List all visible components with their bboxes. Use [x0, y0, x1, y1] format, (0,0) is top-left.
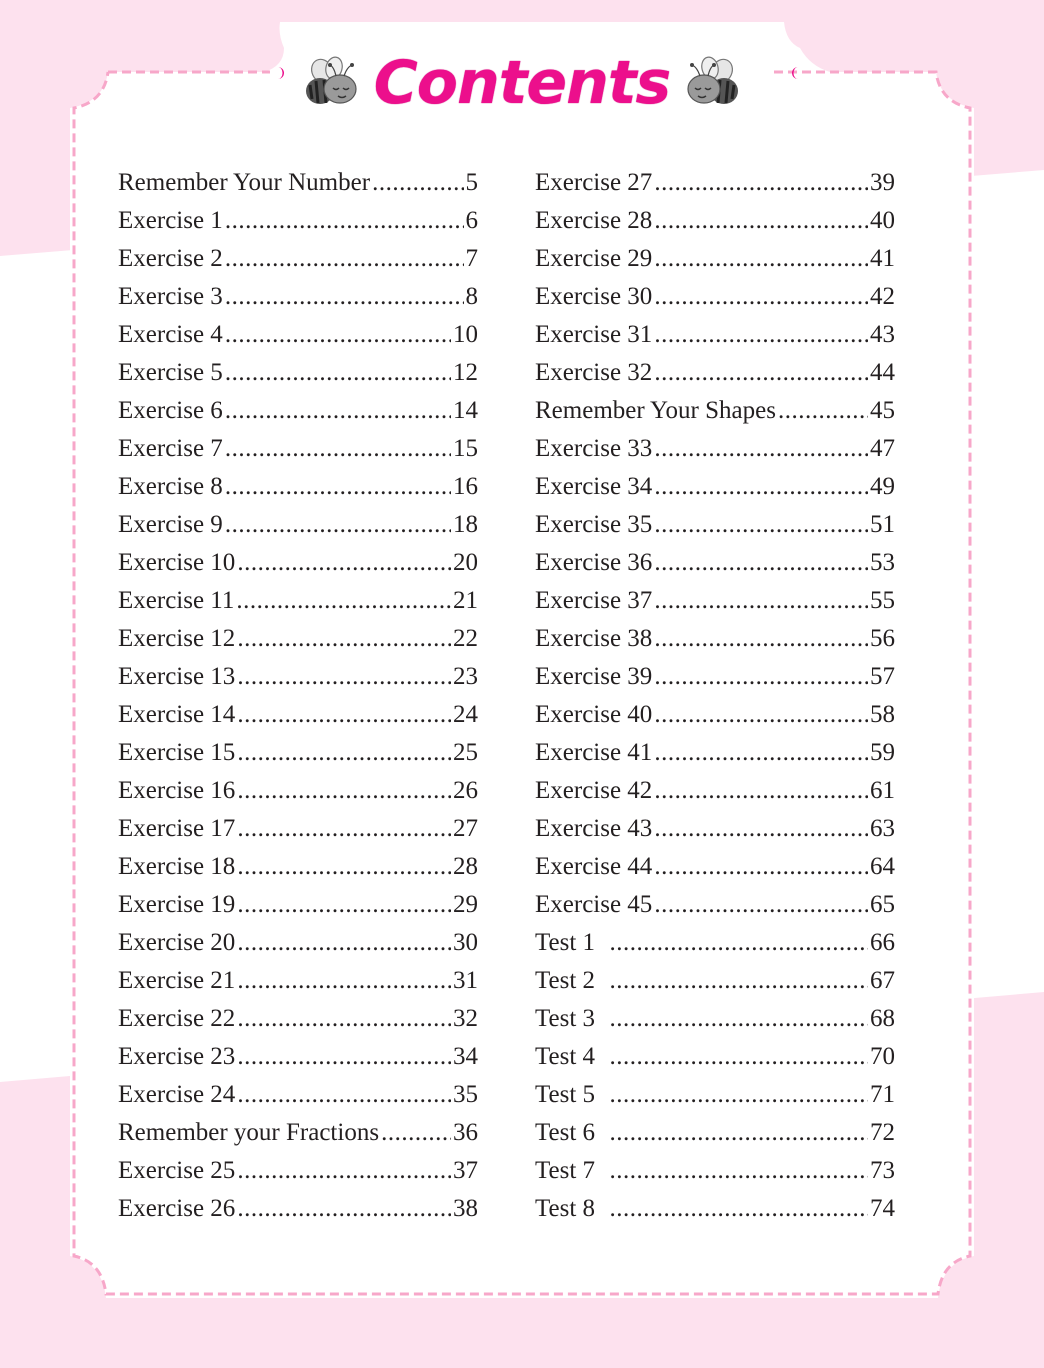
dot-leader — [225, 430, 451, 468]
dot-leader — [610, 1190, 868, 1228]
toc-entry-page: 6 — [465, 207, 478, 234]
toc-entry-page: 35 — [453, 1081, 478, 1108]
toc-entry-label: Exercise 9 — [118, 511, 223, 538]
toc-entry[interactable] — [118, 278, 478, 316]
dot-leader — [225, 354, 451, 392]
dot-leader — [654, 202, 868, 240]
dot-leader — [654, 582, 868, 620]
toc-entry-label: Test 6 — [535, 1119, 608, 1146]
toc-entry-page: 29 — [453, 891, 478, 918]
toc-entry-page: 38 — [453, 1195, 478, 1222]
dot-leader — [654, 810, 868, 848]
toc-entry[interactable] — [118, 658, 478, 696]
dot-leader — [225, 468, 451, 506]
toc-entry-label: Exercise 44 — [535, 853, 653, 880]
toc-entry[interactable] — [118, 772, 478, 810]
toc-entry-label: Exercise 23 — [118, 1043, 236, 1070]
toc-entry[interactable] — [118, 506, 478, 544]
toc-entry-page: 70 — [870, 1043, 895, 1070]
toc-entry-page: 55 — [870, 587, 895, 614]
toc-entry[interactable] — [535, 316, 895, 354]
dot-leader — [610, 1152, 868, 1190]
toc-entry-label: Exercise 42 — [535, 777, 653, 804]
dot-leader — [237, 658, 451, 696]
toc-entry-label: Test 3 — [535, 1005, 608, 1032]
toc-entry[interactable] — [535, 772, 895, 810]
dot-leader — [610, 1038, 868, 1076]
toc-entry[interactable] — [118, 734, 478, 772]
toc-entry-page: 59 — [870, 739, 895, 766]
toc-entry-page: 31 — [453, 967, 478, 994]
dot-leader — [654, 772, 868, 810]
toc-entry[interactable] — [535, 1076, 895, 1114]
toc-entry-label: Exercise 30 — [535, 283, 653, 310]
toc-entry-page: 39 — [870, 169, 895, 196]
dot-leader — [381, 1114, 451, 1152]
toc-entry[interactable] — [118, 316, 478, 354]
toc-entry-page: 8 — [465, 283, 478, 310]
toc-entry-label: Exercise 2 — [118, 245, 223, 272]
toc-entry-label: Exercise 16 — [118, 777, 236, 804]
dot-leader — [610, 1076, 868, 1114]
toc-entry-label: Exercise 21 — [118, 967, 236, 994]
toc-entry-label: Test 4 — [535, 1043, 608, 1070]
toc-entry[interactable] — [118, 696, 478, 734]
toc-entry-label: Exercise 32 — [535, 359, 653, 386]
dot-leader — [237, 544, 451, 582]
toc-entry[interactable] — [118, 392, 478, 430]
toc-entry-label: Exercise 36 — [535, 549, 653, 576]
dot-leader — [610, 962, 868, 1000]
dot-leader — [237, 962, 451, 1000]
title-bar — [0, 38, 1044, 128]
toc-entry-page: 26 — [453, 777, 478, 804]
dot-leader — [654, 240, 868, 278]
toc-entry[interactable] — [535, 848, 895, 886]
toc-entry[interactable] — [118, 886, 478, 924]
toc-entry-label: Test 2 — [535, 967, 608, 994]
toc-entry-label: Remember Your Shapes — [535, 397, 776, 424]
dot-leader — [237, 1152, 451, 1190]
toc-entry-page: 65 — [870, 891, 895, 918]
toc-entry-page: 44 — [870, 359, 895, 386]
toc-entry-page: 66 — [870, 929, 895, 956]
toc-entry-label: Exercise 28 — [535, 207, 653, 234]
toc-entry-label: Exercise 8 — [118, 473, 223, 500]
toc-entry-label: Test 1 — [535, 929, 608, 956]
toc-entry[interactable] — [535, 544, 895, 582]
toc-entry-label: Exercise 11 — [118, 587, 235, 614]
dot-leader — [654, 278, 868, 316]
toc-entry[interactable] — [535, 962, 895, 1000]
dot-leader — [237, 1000, 451, 1038]
toc-entry[interactable] — [535, 1152, 895, 1190]
toc-entry[interactable] — [535, 734, 895, 772]
toc-entry-label: Exercise 33 — [535, 435, 653, 462]
toc-entry-page: 49 — [870, 473, 895, 500]
toc-entry-label: Remember Your Number — [118, 169, 371, 196]
toc-column-right — [535, 164, 895, 1228]
dot-leader — [237, 924, 451, 962]
toc-entry[interactable] — [118, 582, 478, 620]
toc-entry-label: Exercise 7 — [118, 435, 223, 462]
toc-entry-page: 47 — [870, 435, 895, 462]
toc-entry-page: 64 — [870, 853, 895, 880]
dot-leader — [237, 734, 451, 772]
toc-entry[interactable] — [118, 164, 478, 202]
dot-leader — [237, 1076, 451, 1114]
dot-leader — [654, 658, 868, 696]
toc-entry-page: 40 — [870, 207, 895, 234]
toc-entry[interactable] — [535, 430, 895, 468]
toc-entry-label: Exercise 22 — [118, 1005, 236, 1032]
toc-entry-page: 5 — [465, 169, 478, 196]
toc-entry-label: Exercise 10 — [118, 549, 236, 576]
toc-entry-label: Test 5 — [535, 1081, 608, 1108]
toc-entry-page: 73 — [870, 1157, 895, 1184]
toc-entry[interactable] — [118, 1000, 478, 1038]
toc-entry-page: 10 — [453, 321, 478, 348]
toc-entry-page: 25 — [453, 739, 478, 766]
toc-entry[interactable] — [118, 430, 478, 468]
toc-entry-label: Test 8 — [535, 1195, 608, 1222]
toc-entry-page: 30 — [453, 929, 478, 956]
dot-leader — [237, 886, 451, 924]
toc-entry-label: Exercise 38 — [535, 625, 653, 652]
toc-entry-page: 37 — [453, 1157, 478, 1184]
toc-entry-page: 34 — [453, 1043, 478, 1070]
toc-entry[interactable] — [118, 848, 478, 886]
toc-entry[interactable] — [535, 1038, 895, 1076]
toc-entry[interactable] — [118, 202, 478, 240]
toc-entry-page: 68 — [870, 1005, 895, 1032]
toc-entry-page: 7 — [465, 245, 478, 272]
toc-entry[interactable] — [535, 392, 895, 430]
toc-entry-label: Exercise 39 — [535, 663, 653, 690]
toc-entry-page: 53 — [870, 549, 895, 576]
dot-leader — [654, 430, 868, 468]
toc-entry[interactable] — [535, 886, 895, 924]
dot-leader — [225, 506, 451, 544]
dot-leader — [225, 202, 464, 240]
toc-entry-label: Exercise 5 — [118, 359, 223, 386]
dot-leader — [654, 696, 868, 734]
toc-entry-page: 56 — [870, 625, 895, 652]
toc-entry-label: Exercise 40 — [535, 701, 653, 728]
toc-entry[interactable] — [535, 1000, 895, 1038]
dot-leader — [237, 848, 451, 886]
toc-entry-page: 36 — [453, 1119, 478, 1146]
toc-entry-label: Exercise 27 — [535, 169, 653, 196]
toc-column-left — [118, 164, 478, 1228]
toc-entry[interactable] — [118, 962, 478, 1000]
toc-entry-page: 21 — [453, 587, 478, 614]
toc-entry[interactable] — [535, 1114, 895, 1152]
dot-leader — [237, 772, 451, 810]
toc-entry[interactable] — [535, 506, 895, 544]
toc-entry-label: Exercise 35 — [535, 511, 653, 538]
toc-entry[interactable] — [118, 544, 478, 582]
dot-leader — [372, 164, 463, 202]
toc-entry-page: 74 — [870, 1195, 895, 1222]
toc-entry-label: Exercise 3 — [118, 283, 223, 310]
toc-entry[interactable] — [535, 202, 895, 240]
toc-entry-label: Exercise 43 — [535, 815, 653, 842]
toc-entry-label: Exercise 34 — [535, 473, 653, 500]
dot-leader — [237, 1038, 451, 1076]
dot-leader — [654, 316, 868, 354]
toc-entry[interactable] — [535, 696, 895, 734]
toc-entry[interactable] — [535, 354, 895, 392]
dot-leader — [225, 392, 451, 430]
dot-leader — [237, 696, 451, 734]
bee-icon — [682, 55, 744, 111]
toc-entry-page: 67 — [870, 967, 895, 994]
toc-entry-label: Exercise 15 — [118, 739, 236, 766]
toc-entry-label: Exercise 14 — [118, 701, 236, 728]
dot-leader — [237, 620, 451, 658]
dot-leader — [610, 1000, 868, 1038]
toc-entry-page: 24 — [453, 701, 478, 728]
toc-entry-page: 16 — [453, 473, 478, 500]
dot-leader — [225, 278, 464, 316]
toc-entry[interactable] — [118, 1190, 478, 1228]
toc-entry[interactable] — [118, 810, 478, 848]
toc-entry[interactable] — [535, 924, 895, 962]
dot-leader — [225, 316, 451, 354]
toc-entry-page: 23 — [453, 663, 478, 690]
toc-entry-label: Exercise 1 — [118, 207, 223, 234]
toc-entry[interactable] — [118, 240, 478, 278]
toc-entry-page: 27 — [453, 815, 478, 842]
toc-entry-page: 15 — [453, 435, 478, 462]
toc-entry-page: 43 — [870, 321, 895, 348]
toc-entry-label: Exercise 26 — [118, 1195, 236, 1222]
toc-entry-label: Exercise 29 — [535, 245, 653, 272]
dot-leader — [225, 240, 464, 278]
dot-leader — [654, 354, 868, 392]
toc-entry-label: Exercise 13 — [118, 663, 236, 690]
dot-leader — [610, 1114, 868, 1152]
toc-entry[interactable] — [118, 620, 478, 658]
toc-entry-label: Remember your Fractions — [118, 1119, 380, 1146]
dot-leader — [654, 506, 868, 544]
toc-entry-label: Test 7 — [535, 1157, 608, 1184]
toc-entry-page: 41 — [870, 245, 895, 272]
dot-leader — [654, 164, 868, 202]
toc-entry[interactable] — [535, 468, 895, 506]
toc-entry-label: Exercise 17 — [118, 815, 236, 842]
toc-entry-page: 14 — [453, 397, 478, 424]
toc-entry-label: Exercise 41 — [535, 739, 653, 766]
toc-entry-label: Exercise 45 — [535, 891, 653, 918]
toc-entry-label: Exercise 31 — [535, 321, 653, 348]
table-of-contents — [118, 164, 898, 1228]
toc-entry-page: 63 — [870, 815, 895, 842]
toc-entry-page: 12 — [453, 359, 478, 386]
toc-entry[interactable] — [118, 468, 478, 506]
toc-entry-page: 45 — [870, 397, 895, 424]
dot-leader — [778, 392, 868, 430]
toc-entry-label: Exercise 12 — [118, 625, 236, 652]
toc-entry-page: 20 — [453, 549, 478, 576]
page-title: Contents — [373, 48, 671, 118]
dot-leader — [654, 734, 868, 772]
toc-entry-page: 18 — [453, 511, 478, 538]
toc-entry-page: 51 — [870, 511, 895, 538]
toc-entry-page: 71 — [870, 1081, 895, 1108]
dot-leader — [236, 582, 451, 620]
toc-entry[interactable] — [535, 164, 895, 202]
toc-entry-page: 42 — [870, 283, 895, 310]
toc-entry[interactable] — [118, 1038, 478, 1076]
toc-entry[interactable] — [535, 582, 895, 620]
dot-leader — [237, 810, 451, 848]
toc-entry-page: 32 — [453, 1005, 478, 1032]
toc-entry[interactable] — [535, 620, 895, 658]
toc-entry[interactable] — [118, 1114, 478, 1152]
toc-entry-page: 61 — [870, 777, 895, 804]
toc-entry-label: Exercise 20 — [118, 929, 236, 956]
toc-entry-label: Exercise 18 — [118, 853, 236, 880]
dot-leader — [654, 544, 868, 582]
toc-entry[interactable] — [535, 810, 895, 848]
toc-entry-label: Exercise 37 — [535, 587, 653, 614]
toc-entry-label: Exercise 19 — [118, 891, 236, 918]
toc-entry[interactable] — [535, 240, 895, 278]
toc-entry[interactable] — [118, 354, 478, 392]
dot-leader — [654, 620, 868, 658]
toc-entry-page: 22 — [453, 625, 478, 652]
toc-entry[interactable] — [535, 658, 895, 696]
dot-leader — [654, 848, 868, 886]
toc-entry-label: Exercise 25 — [118, 1157, 236, 1184]
dot-leader — [654, 468, 868, 506]
toc-entry-label: Exercise 6 — [118, 397, 223, 424]
toc-entry[interactable] — [118, 924, 478, 962]
dot-leader — [237, 1190, 451, 1228]
bee-icon — [300, 55, 362, 111]
toc-entry[interactable] — [535, 1190, 895, 1228]
dot-leader — [610, 924, 868, 962]
toc-entry-label: Exercise 4 — [118, 321, 223, 348]
toc-entry-page: 28 — [453, 853, 478, 880]
toc-entry[interactable] — [535, 278, 895, 316]
toc-entry-page: 57 — [870, 663, 895, 690]
toc-entry[interactable] — [118, 1076, 478, 1114]
toc-entry[interactable] — [118, 1152, 478, 1190]
toc-entry-page: 58 — [870, 701, 895, 728]
toc-entry-label: Exercise 24 — [118, 1081, 236, 1108]
dot-leader — [654, 886, 868, 924]
toc-entry-page: 72 — [870, 1119, 895, 1146]
